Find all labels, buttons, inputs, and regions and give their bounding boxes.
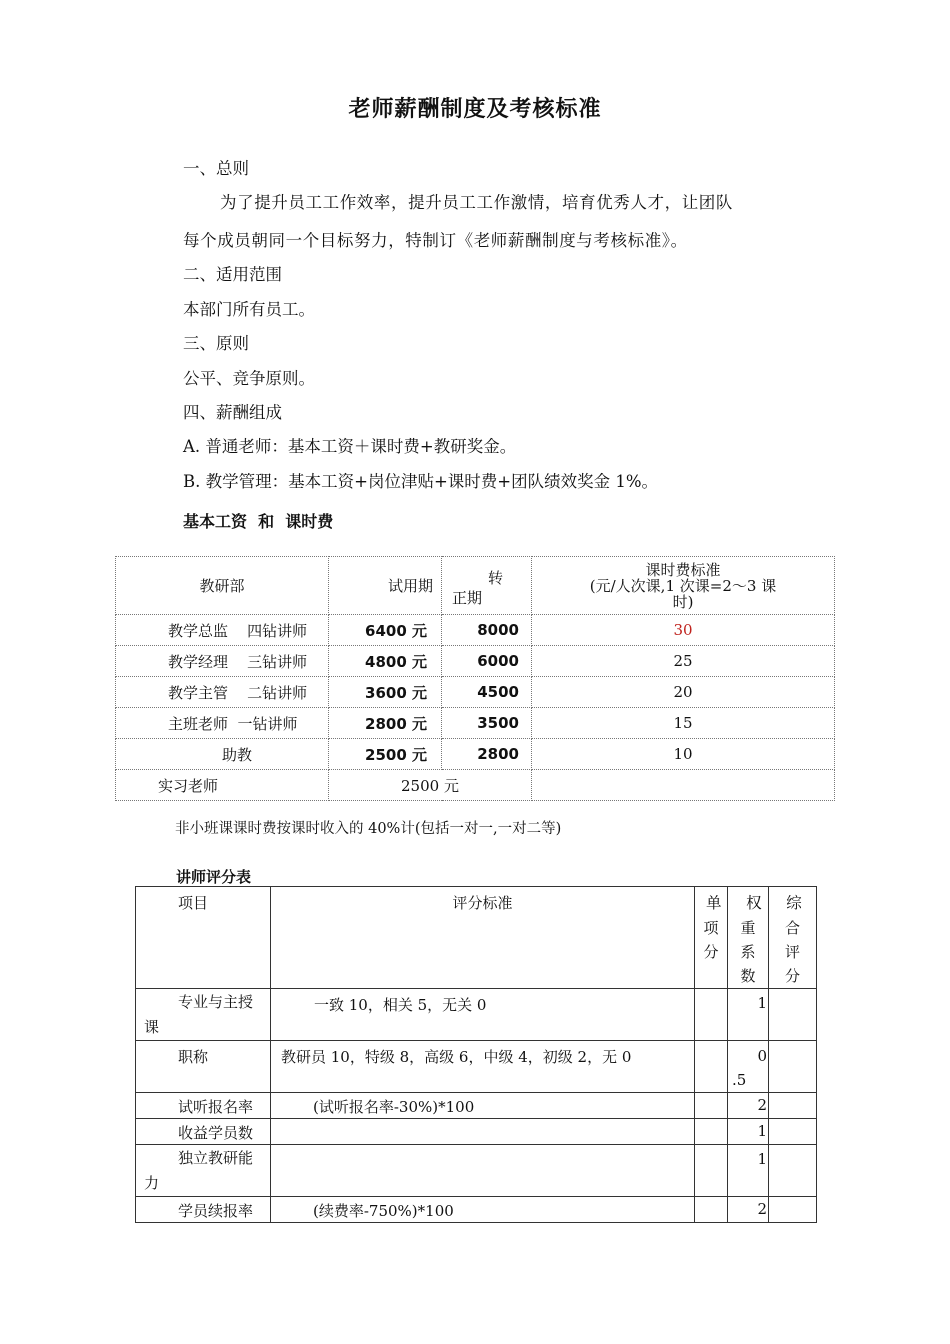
score-total-cell [769, 1197, 817, 1223]
score-weight-cell: 1 [728, 1119, 769, 1145]
salary-table-caption: 基本工资 和 课时费 [183, 512, 334, 531]
salary-table-note: 非小班课课时费按课时收入的 40%计(包括一对一,一对二等) [175, 821, 562, 837]
role-cell: 助教 [116, 739, 329, 770]
intern-salary-cell: 2500 元 [329, 770, 532, 801]
score-header-top-line: 单 权 综 [706, 894, 802, 912]
score-weight-cell: 1 [728, 989, 769, 1041]
salary-table [115, 556, 835, 801]
table-row [116, 677, 835, 708]
score-unit-cell [695, 1145, 728, 1197]
table-row [136, 1119, 817, 1145]
score-weight-cell: 2 [728, 1197, 769, 1223]
header-fee-line2: (元/人次课,1 次课=2～3 课 [589, 576, 777, 595]
header-regular-line2: 正期 [452, 589, 483, 607]
header-trial: 试用期 [329, 557, 442, 615]
header-regular [442, 557, 532, 615]
regular-salary-cell: 2800 [442, 739, 532, 770]
regular-salary-cell: 8000 [442, 615, 532, 646]
score-unit-cell [695, 989, 728, 1041]
score-weight-line2: .5 [732, 1071, 747, 1089]
score-item-cell: 职称 [136, 1041, 271, 1093]
score-item-cell: 收益学员数 [136, 1119, 271, 1145]
score-unit-cell [695, 1093, 728, 1119]
role-cell: 教学主管 二钻讲师 [116, 677, 329, 708]
role-cell: 教学总监 四钻讲师 [116, 615, 329, 646]
section-heading-principle: 三、原则 [183, 334, 249, 353]
score-header-total-line2: 评 [784, 943, 800, 961]
score-item-line1: 独立教研能 [178, 1149, 254, 1167]
regular-salary-cell: 3500 [442, 708, 532, 739]
trial-salary-cell: 2800 元 [329, 708, 442, 739]
score-weight-cell: 1 [728, 1145, 769, 1197]
general-text-line2: 每个成员朝同一个目标努力，特制订《老师薪酬制度与考核标准》。 [183, 231, 688, 250]
score-header-unit [695, 887, 728, 989]
score-item-line2: 课 [144, 1018, 160, 1036]
table-row [116, 615, 835, 646]
header-dept: 教研部 [116, 557, 329, 615]
score-header-total [769, 887, 817, 989]
section-heading-general: 一、总则 [183, 159, 249, 178]
table-row [136, 1145, 817, 1197]
score-criteria-cell [271, 1145, 695, 1197]
principle-text: 公平、竞争原则。 [183, 369, 315, 388]
score-unit-cell [695, 1041, 728, 1093]
section-heading-salary: 四、薪酬组成 [183, 403, 282, 422]
role-cell: 主班老师 一钻讲师 [116, 708, 329, 739]
score-header-total-line1: 合 [784, 919, 800, 937]
table-row [116, 770, 835, 801]
trial-salary-cell: 2500 元 [329, 739, 442, 770]
header-fee-line3: 时) [672, 592, 694, 611]
header-fee [532, 557, 835, 615]
score-header-weight-line3: 数 [740, 967, 756, 985]
table-row [116, 708, 835, 739]
intern-fee-cell [532, 770, 835, 801]
fee-cell: 15 [532, 708, 835, 739]
fee-cell: 30 [532, 615, 835, 646]
score-item-cell: 学员续报率 [136, 1197, 271, 1223]
score-weight-line1: 0 [757, 1047, 767, 1065]
score-item-line1: 专业与主授 [178, 993, 254, 1011]
table-row [136, 1197, 817, 1223]
salary-item-b: B. 教学管理：基本工资+岗位津贴+课时费+团队绩效奖金 1%。 [183, 472, 659, 491]
table-row [116, 646, 835, 677]
fee-cell: 25 [532, 646, 835, 677]
score-unit-cell [695, 1119, 728, 1145]
score-header-weight [728, 887, 769, 989]
score-item-line2: 力 [144, 1174, 160, 1192]
score-criteria-cell: (续费率-750%)*100 [271, 1197, 695, 1223]
role-cell: 教学经理 三钻讲师 [116, 646, 329, 677]
score-header-unit-line1: 项 [703, 919, 719, 937]
score-table [135, 886, 817, 1223]
score-criteria-cell: 教研员 10，特级 8，高级 6，中级 4，初级 2，无 0 [271, 1041, 695, 1093]
score-header-weight-line2: 系 [740, 943, 756, 961]
score-total-cell [769, 1093, 817, 1119]
table-row [116, 739, 835, 770]
trial-salary-cell: 4800 元 [329, 646, 442, 677]
trial-salary-cell: 6400 元 [329, 615, 442, 646]
header-fee-line1: 课时费标准 [645, 560, 721, 579]
regular-salary-cell: 6000 [442, 646, 532, 677]
intern-role-cell: 实习老师 [116, 770, 329, 801]
fee-cell: 10 [532, 739, 835, 770]
header-regular-line1: 转 [488, 569, 504, 587]
scope-text: 本部门所有员工。 [183, 300, 315, 319]
score-header-unit-line2: 分 [703, 943, 719, 961]
score-item-cell: 试听报名率 [136, 1093, 271, 1119]
score-table-caption: 讲师评分表 [176, 868, 252, 886]
salary-item-a: A. 普通老师：基本工资＋课时费+教研奖金。 [183, 437, 517, 456]
section-heading-scope: 二、适用范围 [183, 265, 282, 284]
table-row [136, 1041, 817, 1093]
score-total-cell [769, 989, 817, 1041]
regular-salary-cell: 4500 [442, 677, 532, 708]
score-header-item: 项目 [136, 887, 271, 989]
score-header-total-line3: 分 [784, 967, 800, 985]
general-text-line1: 为了提升员工工作效率，提升员工工作激情，培育优秀人才，让团队 [220, 193, 733, 212]
trial-salary-cell: 3600 元 [329, 677, 442, 708]
score-total-cell [769, 1145, 817, 1197]
score-criteria-cell [271, 1119, 695, 1145]
score-item-cell [136, 989, 271, 1041]
score-criteria-cell: (试听报名率-30%)*100 [271, 1093, 695, 1119]
score-weight-cell: 2 [728, 1093, 769, 1119]
score-total-cell [769, 1041, 817, 1093]
score-item-cell [136, 1145, 271, 1197]
table-row [136, 1093, 817, 1119]
score-header-weight-line1: 重 [740, 919, 756, 937]
score-header-criteria: 评分标准 [271, 887, 695, 989]
score-total-cell [769, 1119, 817, 1145]
page-title: 老师薪酬制度及考核标准 [348, 97, 602, 122]
score-weight-cell [728, 1041, 769, 1093]
table-row [136, 989, 817, 1041]
score-unit-cell [695, 1197, 728, 1223]
fee-cell: 20 [532, 677, 835, 708]
score-criteria-cell: 一致 10，相关 5，无关 0 [271, 989, 695, 1041]
